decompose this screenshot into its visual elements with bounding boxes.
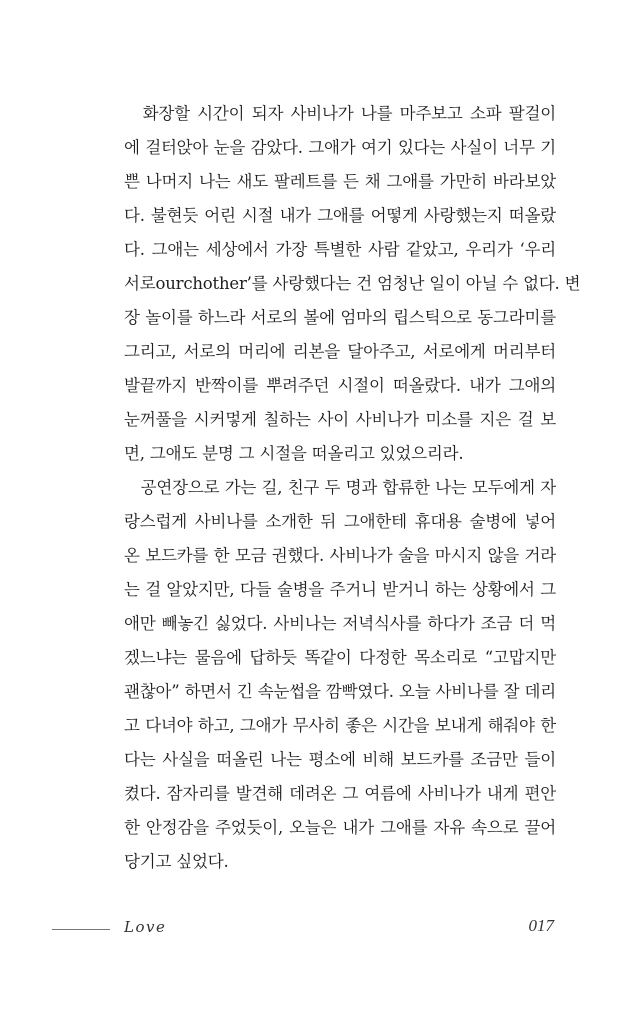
paragraph-2 [124, 471, 556, 879]
text-line: 눈꺼풀을 시커멓게 칠하는 사이 사비나가 미소를 지은 걸 보 [124, 410, 556, 429]
text-line: 다는 사실을 떠올린 나는 평소에 비해 보드카를 조금만 들이 [124, 750, 556, 769]
paragraph-1 [124, 97, 581, 471]
text-line: 화장할 시간이 되자 사비나가 나를 마주보고 소파 팔걸이 [124, 104, 556, 123]
text-line: 켰다. 잠자리를 발견해 데려온 그 여름에 사비나가 내게 편안 [124, 784, 556, 803]
text-line: 다. 불현듯 어린 시절 내가 그애를 어떻게 사랑했는지 떠올랐 [124, 206, 556, 225]
text-line: 발끝까지 반짝이를 뿌려주던 시절이 떠올랐다. 내가 그애의 [124, 376, 556, 395]
running-title: Love [124, 918, 167, 936]
page-number: 017 [528, 916, 554, 935]
text-line: 는 걸 알았지만, 다들 술병을 주거니 받거니 하는 상황에서 그 [124, 580, 556, 599]
text-line: 애만 빼놓긴 싫었다. 사비나는 저녁식사를 하다가 조금 더 먹 [124, 614, 556, 633]
text-line: 온 보드카를 한 모금 권했다. 사비나가 술을 마시지 않을 거라 [124, 546, 556, 565]
text-line: 서로ourchother’를 사랑했다는 건 엄청난 일이 아닐 수 없다. 변 [124, 274, 581, 293]
text-line: 장 놀이를 하느라 서로의 볼에 엄마의 립스틱으로 동그라미를 [124, 308, 556, 327]
text-line: 공연장으로 가는 길, 친구 두 명과 합류한 나는 모두에게 자 [124, 478, 556, 497]
text-line: 고 다녀야 하고, 그애가 무사히 좋은 시간을 보내게 해줘야 한 [124, 716, 556, 735]
text-line: 겠느냐는 물음에 답하듯 똑같이 다정한 목소리로 “고맙지만 [124, 648, 556, 667]
text-line: 괜찮아” 하면서 긴 속눈썹을 깜빡였다. 오늘 사비나를 잘 데리 [124, 682, 556, 701]
text-line: 그리고, 서로의 머리에 리본을 달아주고, 서로에게 머리부터 [124, 342, 556, 361]
body-text [124, 97, 581, 879]
text-line: 랑스럽게 사비나를 소개한 뒤 그애한테 휴대용 술병에 넣어 [124, 512, 556, 531]
text-line: 당기고 싶었다. [124, 852, 229, 871]
text-line: 에 걸터앉아 눈을 감았다. 그애가 여기 있다는 사실이 너무 기 [124, 138, 556, 157]
text-line: 다. 그애는 세상에서 가장 특별한 사람 같았고, 우리가 ‘우리 [124, 240, 556, 259]
text-line: 쁜 나머지 나는 새도 팔레트를 든 채 그애를 가만히 바라보았 [124, 172, 556, 191]
text-line: 한 안정감을 주었듯이, 오늘은 내가 그애를 자유 속으로 끌어 [124, 818, 556, 837]
footer-rule [52, 929, 110, 930]
text-line: 면, 그애도 분명 그 시절을 떠올리고 있었으리라. [124, 444, 464, 463]
